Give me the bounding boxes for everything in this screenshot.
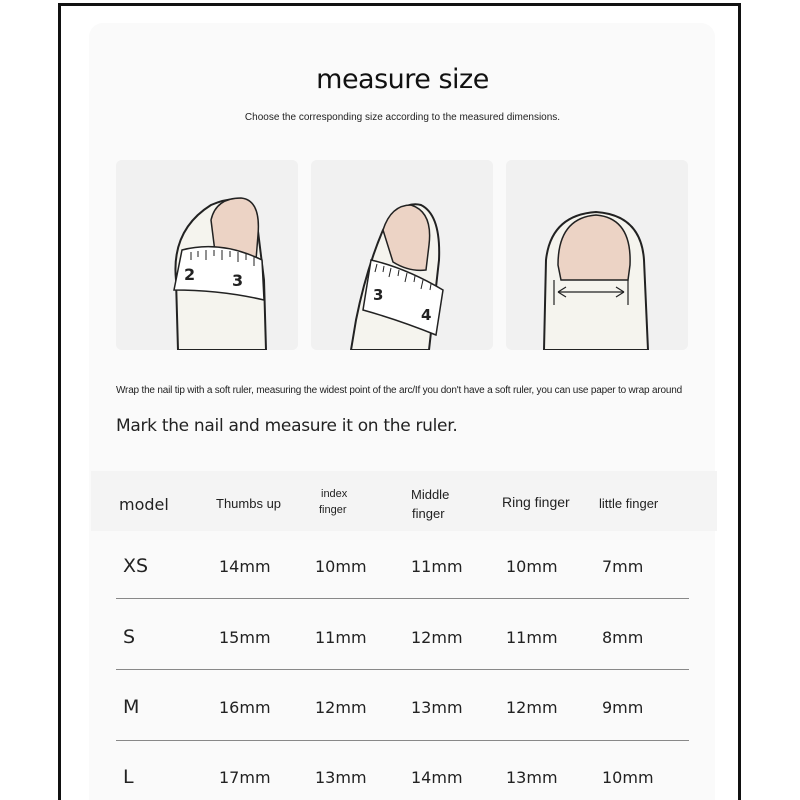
page-frame	[58, 3, 741, 800]
table-cell: 12mm	[411, 628, 463, 647]
table-cell: 15mm	[219, 628, 271, 647]
table-cell: 13mm	[506, 768, 558, 787]
content-card	[89, 23, 715, 800]
table-cell: 17mm	[219, 768, 271, 787]
ruler-number: 2	[184, 265, 196, 284]
header-index-2: finger	[319, 504, 347, 516]
header-middle-2: finger	[412, 506, 445, 521]
table-cell: 10mm	[315, 557, 367, 576]
header-ring: Ring finger	[502, 494, 570, 510]
instruction-wrap: Wrap the nail tip with a soft ruler, measuring the widest point of the arc/If you don't have a soft ruler, you can use paper to wrap around	[116, 385, 682, 396]
instruction-mark: Mark the nail and measure it on the ruler.	[116, 416, 458, 436]
table-cell: 13mm	[411, 698, 463, 717]
ruler-number: 3	[232, 271, 244, 290]
table-cell: 8mm	[602, 628, 644, 647]
page-title: measure size	[316, 64, 489, 95]
table-row-model: XS	[123, 555, 149, 577]
finger-ruler-angled-illustration	[311, 160, 493, 350]
table-cell: 12mm	[315, 698, 367, 717]
table-row-model: M	[123, 696, 140, 718]
table-row-model: L	[123, 766, 134, 788]
header-index-1: index	[321, 488, 348, 500]
finger-ruler-thumb-illustration	[116, 160, 298, 350]
header-middle-1: Middle	[411, 487, 450, 502]
header-model: model	[119, 495, 169, 514]
table-cell: 12mm	[506, 698, 558, 717]
table-cell: 16mm	[219, 698, 271, 717]
page-subtitle: Choose the corresponding size according to the measured dimensions.	[244, 112, 561, 123]
table-cell: 13mm	[315, 768, 367, 787]
table-cell: 7mm	[602, 557, 644, 576]
nail-width-arrow-illustration	[506, 160, 688, 350]
row-divider	[116, 669, 689, 670]
table-cell: 14mm	[411, 768, 463, 787]
measure-photo-angled	[311, 160, 493, 350]
table-cell: 14mm	[219, 557, 271, 576]
table-cell: 9mm	[602, 698, 644, 717]
table-cell: 11mm	[506, 628, 558, 647]
measure-photo-width	[506, 160, 688, 350]
table-cell: 11mm	[315, 628, 367, 647]
table-cell: 10mm	[602, 768, 654, 787]
row-divider	[116, 740, 689, 741]
ruler-number: 4	[421, 306, 432, 324]
header-thumb: Thumbs up	[216, 496, 282, 511]
table-row-model: S	[123, 626, 136, 648]
row-divider	[116, 598, 689, 599]
table-cell: 10mm	[506, 557, 558, 576]
ruler-number: 3	[373, 286, 384, 304]
measure-photo-thumb	[116, 160, 298, 350]
table-cell: 11mm	[411, 557, 463, 576]
header-little: little finger	[599, 496, 659, 511]
